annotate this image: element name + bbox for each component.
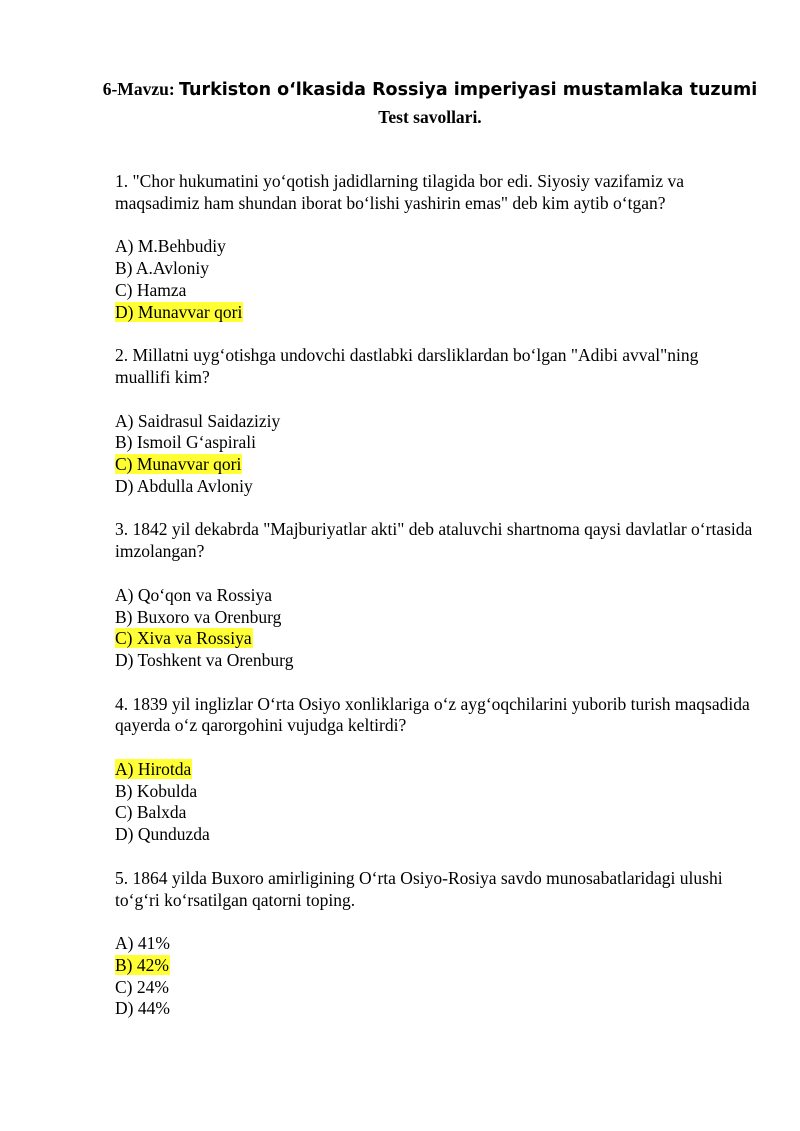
- option-a: [115, 759, 755, 781]
- option-label: B) A.Avloniy: [115, 258, 209, 279]
- option-c: [115, 454, 755, 476]
- option-b: [115, 258, 755, 280]
- option-c: [115, 977, 755, 999]
- option-d: [115, 650, 755, 672]
- option-label: B) Buxoro va Orenburg: [115, 606, 282, 627]
- option-a: [115, 411, 755, 433]
- question-3: [115, 519, 755, 671]
- option-b: [115, 781, 755, 803]
- option-label: A) Hirotda: [115, 759, 192, 780]
- option-b: [115, 607, 755, 629]
- question-text: 4. 1839 yil inglizlar Oʻrta Osiyo xonliklariga oʻz aygʻoqchilarini yuborib turish maqsadida qayerda oʻz qarorgohini vujudga keltirdi?: [115, 693, 750, 736]
- option-d: [115, 302, 755, 324]
- option-label: A) Saidrasul Saidaziziy: [115, 410, 281, 431]
- option-a: [115, 933, 755, 955]
- document-header: [100, 78, 760, 128]
- topic-title: Turkiston oʻlkasida Rossiya imperiyasi mustamlaka tuzumi: [179, 80, 758, 100]
- option-d: [115, 824, 755, 846]
- option-d: [115, 998, 755, 1020]
- option-label: D) Munavvar qori: [115, 301, 243, 322]
- option-label: A) M.Behbudiy: [115, 236, 226, 257]
- option-label: D) Toshkent va Orenburg: [115, 649, 294, 670]
- question-1: [115, 171, 755, 323]
- option-label: C) Hamza: [115, 279, 187, 300]
- option-label: C) Munavvar qori: [115, 454, 242, 475]
- topic-heading: [100, 78, 760, 101]
- option-label: D) Qunduzda: [115, 824, 210, 845]
- option-label: C) Xiva va Rossiya: [115, 628, 252, 649]
- option-c: [115, 628, 755, 650]
- question-text: 5. 1864 yilda Buxoro amirligining Oʻrta Osiyo-Rosiya savdo munosabatlaridagi ulushi toʻgʻri koʻrsatilgan qatorni toping.: [115, 867, 723, 910]
- question-text: 1. "Chor hukumatini yoʻqotish jadidlarning tilagida bor edi. Siyosiy vazifamiz va maqsadimiz ham shundan iborat boʻlishi yashirin emas" deb kim aytib oʻtgan?: [115, 171, 684, 213]
- option-label: B) 42%: [115, 954, 169, 975]
- option-label: A) Qoʻqon va Rossiya: [115, 584, 272, 605]
- option-label: C) Balxda: [115, 802, 187, 823]
- option-label: B) Ismoil Gʻaspirali: [115, 432, 256, 453]
- option-c: [115, 802, 755, 824]
- question-2: [115, 345, 755, 497]
- option-label: A) 41%: [115, 933, 170, 954]
- topic-number: 6-Mavzu:: [102, 79, 175, 99]
- test-subtitle: Test savollari.: [378, 107, 482, 127]
- option-a: [115, 236, 755, 258]
- option-label: C) 24%: [115, 976, 169, 997]
- option-b: [115, 432, 755, 454]
- option-label: D) 44%: [115, 998, 170, 1019]
- question-text: 3. 1842 yil dekabrda "Majburiyatlar akti" deb ataluvchi shartnoma qaysi davlatlar oʻrtasida imzolangan?: [115, 519, 753, 562]
- option-label: B) Kobulda: [115, 780, 198, 801]
- option-a: [115, 585, 755, 607]
- option-d: [115, 476, 755, 498]
- question-4: [115, 694, 755, 846]
- option-b: [115, 955, 755, 977]
- option-label: D) Abdulla Avloniy: [115, 475, 253, 496]
- question-text: 2. Millatni uygʻotishga undovchi dastlabki darsliklardan boʻlgan "Adibi avval"ning muallifi kim?: [115, 345, 699, 387]
- question-list: [115, 171, 755, 1042]
- question-5: [115, 868, 755, 1020]
- option-c: [115, 280, 755, 302]
